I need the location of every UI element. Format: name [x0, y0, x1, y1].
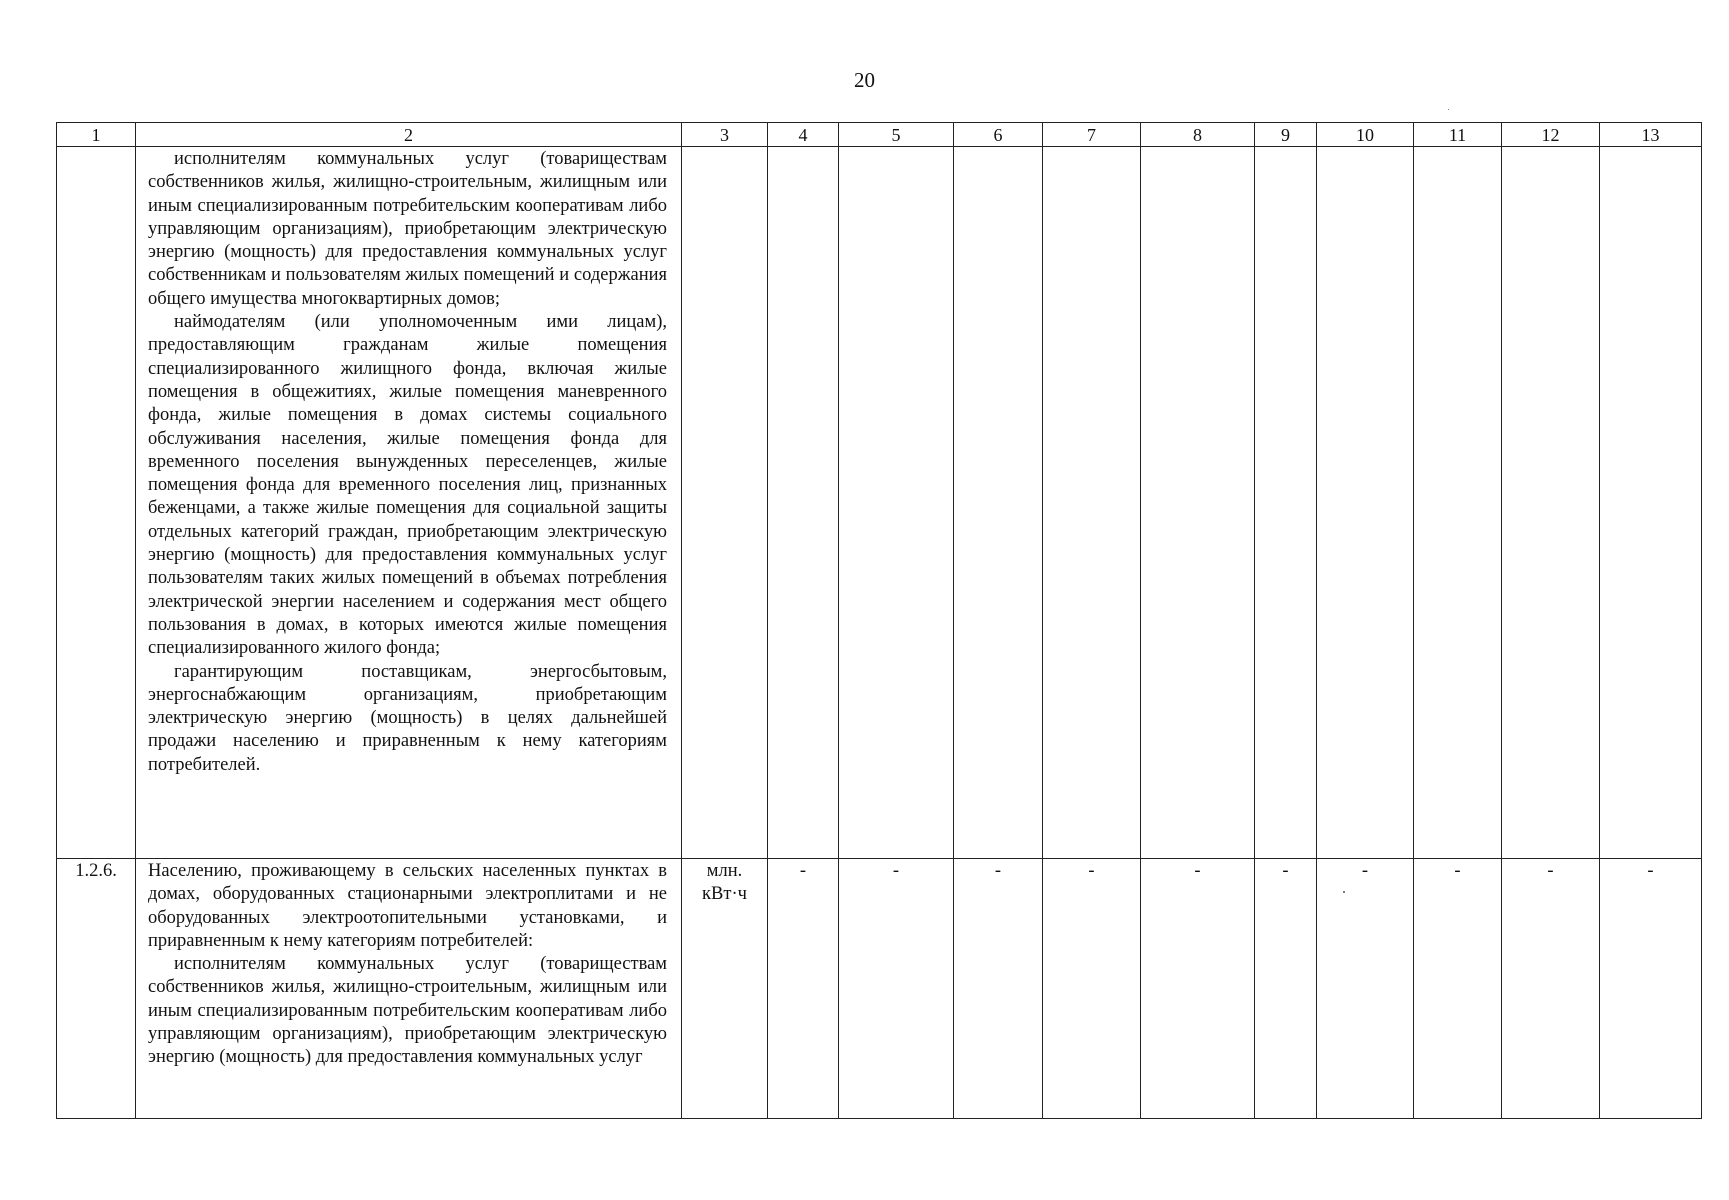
- value-cell: [1317, 147, 1414, 859]
- value-cell: -: [1414, 859, 1502, 1119]
- header-cell: 9: [1255, 123, 1317, 147]
- description-paragraph: гарантирующим поставщикам, энергосбытовым, энергоснабжающим организациям, приобретающим электрическую энергию (мощность) в целях дальнейшей продажи населению и приравненным к нему категориям потребителей.: [148, 661, 667, 775]
- header-cell: 5: [839, 123, 954, 147]
- description-cell: [136, 859, 682, 1119]
- value-cell: [1600, 147, 1702, 859]
- header-cell: 3: [682, 123, 768, 147]
- scan-speck: [1448, 109, 1449, 110]
- header-cell: 4: [768, 123, 839, 147]
- header-cell: 1: [57, 123, 136, 147]
- header-cell: 10: [1317, 123, 1414, 147]
- value-cell: -: [1043, 859, 1141, 1119]
- value-cell: [768, 147, 839, 859]
- description-paragraph: исполнителям коммунальных услуг (товариществам собственников жилья, жилищно-строительным, жилищным или иным специализированным потребительским кооперативам либо управляющим организациям), приобретающим электрическую энергию (мощность) для предоставления коммунальных услуг собственникам и пользователям жилых помещений и содержания общего имущества многоквартирных домов;: [148, 149, 667, 309]
- value-cell: -: [839, 859, 954, 1119]
- header-cell: 13: [1600, 123, 1702, 147]
- value-cell: [1043, 147, 1141, 859]
- value-cell: [839, 147, 954, 859]
- tariff-table: [56, 122, 1702, 1119]
- value-cell: [954, 147, 1043, 859]
- page-number: 20: [854, 68, 875, 92]
- unit-cell: [682, 147, 768, 859]
- value-cell: -: [1141, 859, 1255, 1119]
- value-cell: -: [1502, 859, 1600, 1119]
- unit-cell: [682, 859, 768, 1119]
- value-cell: [1141, 147, 1255, 859]
- scan-speck: [1343, 891, 1345, 893]
- header-cell: 8: [1141, 123, 1255, 147]
- value-cell: -: [1255, 859, 1317, 1119]
- value-cell: -: [1317, 859, 1414, 1119]
- description-paragraph: исполнителям коммунальных услуг (товариществам собственников жилья, жилищно-строительным, жилищным или иным специализированным потребительским кооперативам либо управляющим организациям), приобретающим электрическую энергию (мощность) для предоставления коммунальных услуг: [148, 954, 667, 1068]
- value-cell: [1502, 147, 1600, 859]
- row-number-cell: 1.2.6.: [57, 859, 136, 1119]
- value-cell: [1414, 147, 1502, 859]
- header-cell: 7: [1043, 123, 1141, 147]
- description-paragraph: наймодателям (или уполномоченным ими лицам), предоставляющим гражданам жилые помещения специализированного жилищного фонда, включая жилые помещения в общежитиях, жилые помещения маневренного фонда, жилые помещения в домах системы социального обслуживания населения, жилые помещения фонда для временного поселения вынужденных переселенцев, жилые помещения фонда для временного поселения лиц, признанных беженцами, а также жилые помещения для социальной защиты отдельных категорий граждан, приобретающим электрическую энергию (мощность) для предоставления коммунальных услуг пользователям таких жилых помещений в объемах потребления электрической энергии населением и содержания мест общего пользования в домах, в которых имеются жилые помещения специализированного жилого фонда;: [148, 312, 667, 659]
- table-row: [57, 859, 1702, 1119]
- value-cell: [1255, 147, 1317, 859]
- header-cell: 11: [1414, 123, 1502, 147]
- description-paragraph: Населению, проживающему в сельских населенных пунктах в домах, оборудованных стационарными электроплитами и не оборудованных электроотопительными установками, и приравненным к нему категориям потребителей:: [148, 861, 667, 951]
- unit-line: кВт·ч: [702, 884, 747, 905]
- header-cell: 12: [1502, 123, 1600, 147]
- row-number-cell: [57, 147, 136, 859]
- value-cell: -: [954, 859, 1043, 1119]
- header-cell: 6: [954, 123, 1043, 147]
- value-cell: -: [768, 859, 839, 1119]
- description-cell: [136, 147, 682, 859]
- header-row: [57, 123, 1702, 147]
- unit-line: млн.: [706, 861, 743, 881]
- value-cell: -: [1600, 859, 1702, 1119]
- header-cell: 2: [136, 123, 682, 147]
- table-row: [57, 147, 1702, 859]
